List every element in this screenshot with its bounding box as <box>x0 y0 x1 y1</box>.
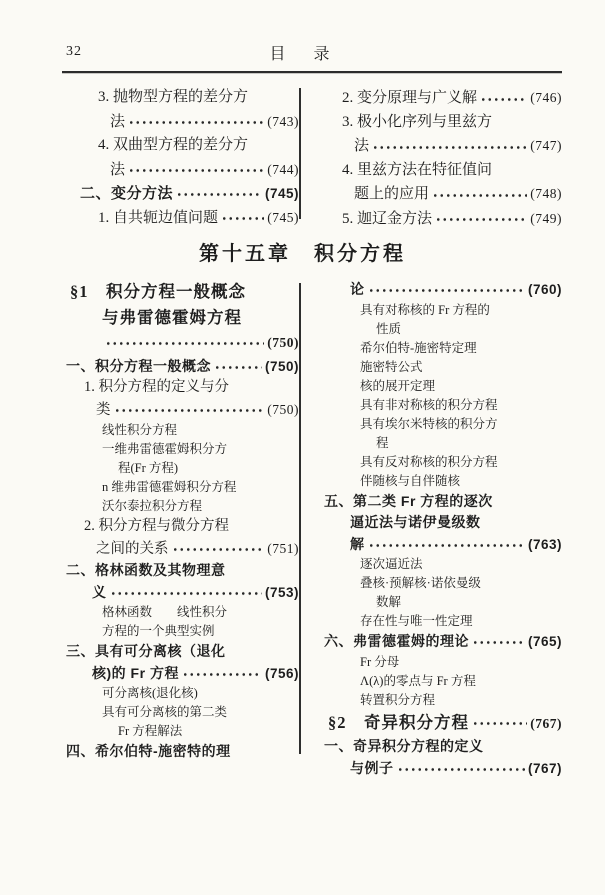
page-number: 32 <box>66 44 82 59</box>
toc-entry <box>62 516 299 538</box>
toc-entry-text: 程 <box>376 435 389 450</box>
toc-entry-text: 二、变分方法 <box>80 185 174 202</box>
toc-entry-text: 与例子 <box>350 759 394 776</box>
toc-page-number: (760) <box>527 282 562 297</box>
toc-entry-text: 与弗雷德霍姆方程 <box>102 307 242 327</box>
dot-leader <box>397 761 525 775</box>
toc-column-top-right <box>299 86 562 231</box>
toc-page-number: (765) <box>527 634 562 649</box>
toc-entry <box>62 356 299 378</box>
toc-entry-text: 伴随核与自伴随核 <box>360 473 461 488</box>
toc-entry <box>320 207 562 232</box>
toc-entry <box>76 182 299 206</box>
toc-entry <box>320 182 562 207</box>
dot-leader <box>221 210 264 225</box>
toc-entry-text: 格林函数 线性积分 <box>102 605 228 619</box>
toc-entry <box>62 663 299 685</box>
toc-entry <box>320 358 562 377</box>
toc-entry-text: Fr 分母 <box>360 654 400 669</box>
toc-entry <box>320 453 562 472</box>
toc-entry-text: 一、奇异积分方程的定义 <box>324 738 484 754</box>
toc-entry-text: 3. 极小化序列与里兹方 <box>342 113 493 130</box>
toc-entry <box>320 534 562 556</box>
toc-page-number: (750) <box>267 335 299 350</box>
toc-entry-text: 解 <box>350 535 365 552</box>
dot-leader <box>105 335 264 352</box>
toc-page-number: (767) <box>527 760 562 776</box>
toc-entry-text: 3. 抛物型方程的差分方 <box>98 89 249 105</box>
toc-entry-text: 希尔伯特-施密特定理 <box>360 340 477 355</box>
toc-entry <box>320 134 562 159</box>
toc-section-main <box>62 279 562 779</box>
toc-page-number: (756) <box>264 665 299 681</box>
toc-column-top-left <box>62 86 299 231</box>
toc-page-number: (745) <box>267 209 299 225</box>
toc-entry <box>320 512 562 534</box>
toc-page-number: (749) <box>530 210 562 226</box>
toc-entry <box>62 741 299 763</box>
toc-entry <box>320 279 562 301</box>
toc-entry <box>320 159 562 183</box>
toc-page-number: (748) <box>530 186 562 201</box>
toc-page-number: (751) <box>267 540 299 556</box>
toc-page-number: (763) <box>527 536 562 552</box>
toc-entry <box>76 134 299 158</box>
dot-leader <box>172 542 265 557</box>
toc-entry <box>320 111 562 135</box>
toc-entry-text: 方程的一个典型实例 <box>102 624 215 638</box>
toc-entry <box>62 603 299 622</box>
toc-entry-text: 题上的应用 <box>354 186 430 202</box>
toc-entry-text: §1 积分方程一般概念 <box>70 282 246 301</box>
dot-leader <box>472 715 527 732</box>
dot-leader <box>182 666 262 680</box>
toc-entry <box>320 415 562 434</box>
toc-entry-text: Λ(λ)的零点与 Fr 方程 <box>360 673 476 688</box>
toc-entry <box>62 703 299 722</box>
dot-leader <box>480 91 527 106</box>
dot-leader <box>368 283 525 297</box>
toc-entry-text: 存在性与唯一性定理 <box>360 614 473 628</box>
toc-entry-text: 施密特公式 <box>360 359 423 374</box>
toc-entry <box>320 691 562 710</box>
toc-entry <box>320 710 562 737</box>
toc-entry <box>320 736 562 758</box>
toc-entry-text: 性质 <box>376 321 402 336</box>
toc-entry <box>320 377 562 396</box>
header-rule <box>62 71 562 73</box>
toc-entry-text: 4. 里兹方法在特征值问 <box>342 161 493 178</box>
toc-entry <box>320 653 562 672</box>
toc-entry-text: §2 奇异积分方程 <box>328 712 469 732</box>
toc-entry <box>62 722 299 741</box>
toc-entry-text: 一维弗雷德霍姆积分方 <box>102 442 228 456</box>
toc-entry-text: 叠核·预解核·诺依曼级 <box>360 576 481 590</box>
toc-entry <box>62 497 299 516</box>
toc-entry <box>320 631 562 653</box>
toc-entry-text: 类 <box>96 401 111 418</box>
toc-entry <box>320 672 562 691</box>
toc-entry <box>320 301 562 320</box>
toc-entry <box>320 491 562 513</box>
toc-page-number: (743) <box>267 113 299 129</box>
toc-entry-text: 核的展开定理 <box>360 378 436 393</box>
toc-section-top <box>62 86 562 231</box>
toc-entry-text: 1. 积分方程的定义与分 <box>84 379 229 395</box>
dot-leader <box>114 403 265 418</box>
toc-entry-text: 具有非对称核的积分方程 <box>360 397 498 412</box>
toc-entry <box>320 339 562 358</box>
toc-entry <box>62 538 299 561</box>
dot-leader <box>368 537 525 551</box>
toc-entry <box>62 478 299 497</box>
toc-entry-text: 具有可分离核的第二类 <box>102 705 228 719</box>
toc-entry-text: 三、具有可分离核（退化 <box>66 643 226 659</box>
toc-entry <box>62 684 299 703</box>
toc-page-number: (753) <box>264 584 299 600</box>
toc-column-main-left <box>62 279 299 779</box>
toc-entry <box>62 560 299 582</box>
toc-column-main-right <box>299 279 562 779</box>
toc-entry <box>320 555 562 574</box>
toc-entry-text: 程(Fr 方程) <box>118 461 179 475</box>
toc-entry <box>320 472 562 491</box>
dot-leader <box>372 139 527 154</box>
toc-entry <box>320 758 562 780</box>
toc-entry-text: 具有埃尔米特核的积分方 <box>360 416 498 431</box>
toc-entry <box>62 421 299 440</box>
toc-entry-text: 论 <box>350 281 365 297</box>
toc-entry-text: 5. 迦辽金方法 <box>342 210 433 227</box>
toc-page-number: (745) <box>264 186 299 201</box>
toc-entry <box>76 206 299 231</box>
toc-entry-text: 可分离核(退化核) <box>102 686 198 700</box>
toc-entry-text: 逼近法与诺伊曼级数 <box>350 514 481 530</box>
toc-entry-text: 1. 自共轭边值问题 <box>98 209 219 226</box>
dot-leader <box>432 187 527 202</box>
toc-entry <box>62 305 299 331</box>
toc-entry-text: 五、第二类 Fr 方程的逐次 <box>324 492 493 509</box>
toc-entry-text: 转置积分方程 <box>360 692 436 707</box>
toc-entry-text: 2. 变分原理与广义解 <box>342 90 478 106</box>
toc-entry-text: 2. 积分方程与微分方程 <box>84 518 229 534</box>
toc-entry <box>320 574 562 593</box>
toc-page-number: (750) <box>267 401 299 417</box>
toc-page-number: (750) <box>264 358 299 374</box>
dot-leader <box>214 359 262 373</box>
dot-leader <box>435 211 527 226</box>
toc-entry-text: 法 <box>110 113 126 130</box>
toc-entry-text: 具有反对称核的积分方程 <box>360 454 498 469</box>
toc-entry-text: 沃尔泰拉积分方程 <box>102 499 203 513</box>
toc-entry <box>320 86 562 111</box>
toc-entry <box>320 612 562 631</box>
toc-entry <box>320 593 562 612</box>
toc-entry <box>320 434 562 453</box>
toc-entry-text: 线性积分方程 <box>102 423 178 437</box>
toc-entry-text: 逐次逼近法 <box>360 557 423 571</box>
toc-entry <box>62 622 299 641</box>
dot-leader <box>128 114 264 129</box>
dot-leader <box>472 635 525 649</box>
chapter-heading: 第十五章 积分方程 <box>199 243 406 265</box>
toc-entry <box>62 582 299 604</box>
toc-page-number: (747) <box>530 138 562 153</box>
toc-page-number: (767) <box>530 715 562 731</box>
toc-entry-text: 4. 双曲型方程的差分方 <box>98 137 249 153</box>
toc-entry-text: 核)的 Fr 方程 <box>92 664 179 681</box>
dot-leader <box>110 585 262 599</box>
toc-entry <box>62 641 299 663</box>
toc-entry <box>62 459 299 478</box>
toc-entry-text: 法 <box>110 161 126 178</box>
toc-entry-text: 一、积分方程一般概念 <box>66 357 211 374</box>
dot-leader <box>128 162 264 177</box>
toc-entry <box>62 279 299 305</box>
toc-entry <box>62 399 299 422</box>
toc-entry-text: 数解 <box>376 595 402 609</box>
toc-entry-text: 之间的关系 <box>96 540 169 557</box>
toc-entry-text: 具有对称核的 Fr 方程的 <box>360 302 490 317</box>
toc-page-number: (746) <box>530 90 562 105</box>
toc-entry-text: 义 <box>92 583 107 600</box>
toc-entry-text: 二、格林函数及其物理意 <box>66 562 226 578</box>
page-header-title: 目 录 <box>269 46 336 63</box>
toc-entry <box>76 86 299 110</box>
toc-entry <box>76 110 299 135</box>
toc-entry-text: 四、希尔伯特-施密特的理 <box>66 743 231 759</box>
toc-entry-text: n 维弗雷德霍姆积分方程 <box>102 480 237 494</box>
toc-entry-text: 六、弗雷德霍姆的理论 <box>324 633 469 649</box>
toc-entry <box>62 440 299 459</box>
toc-entry <box>320 396 562 415</box>
toc-entry-text: Fr 方程解法 <box>118 724 183 738</box>
toc-entry <box>62 330 299 356</box>
toc-entry-text: 法 <box>354 138 370 154</box>
dot-leader <box>176 186 262 201</box>
toc-page-number: (744) <box>267 161 299 177</box>
toc-entry <box>62 377 299 399</box>
toc-entry <box>76 158 299 183</box>
toc-entry <box>320 320 562 339</box>
